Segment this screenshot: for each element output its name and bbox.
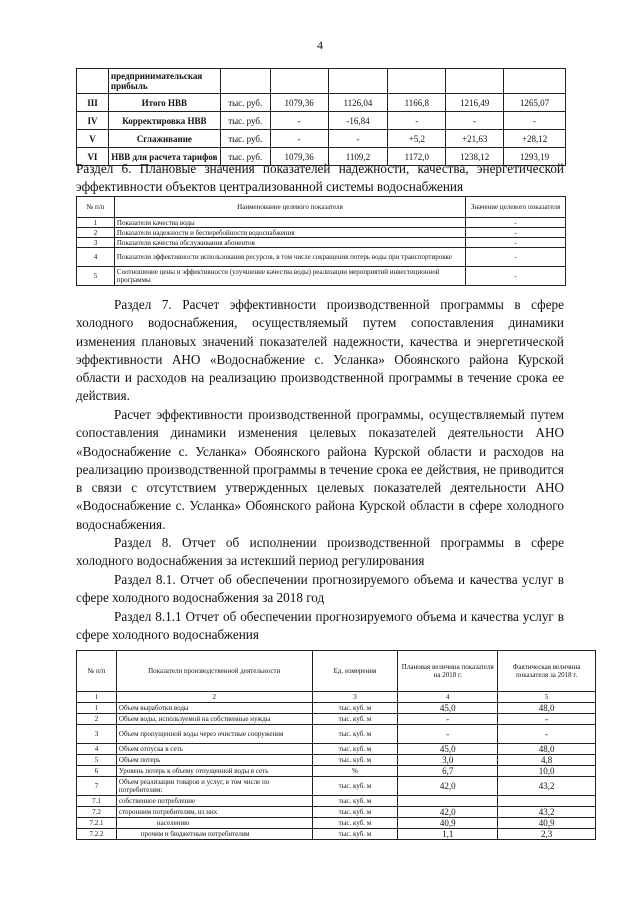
plan-value: 6,7 xyxy=(398,766,498,777)
cell-v5: - xyxy=(504,112,566,130)
header-cell: Значение целевого показателя xyxy=(466,197,566,218)
indicator-name: Показатели надежности и бесперебойности водоснабжения xyxy=(114,228,465,238)
table-row xyxy=(77,777,596,796)
unit-cell: тыс. куб. м xyxy=(312,777,398,796)
row-number: 5 xyxy=(77,267,115,286)
fact-value: 40,9 xyxy=(498,818,596,829)
indicator-name: прочим и бюджетным потребителям xyxy=(116,829,312,840)
row-number: 1 xyxy=(77,703,117,714)
unit-cell: тыс. куб. м xyxy=(312,703,398,714)
indicator-name: Уровень потерь к объему отпущенной воды в сеть xyxy=(116,766,312,777)
indicator-name: Объем отпуска в сеть xyxy=(116,744,312,755)
row-name: Сглаживание xyxy=(108,130,220,148)
cell-v2: 1126,04 xyxy=(328,94,388,112)
header-cell: Фактическая величина показателя за 2018 г. xyxy=(498,651,596,692)
cell-v4: - xyxy=(446,112,504,130)
row-name: предпринимательская прибыль xyxy=(108,69,220,94)
row-name: Итого НВВ xyxy=(108,94,220,112)
cell-v2: -16,84 xyxy=(328,112,388,130)
table-row xyxy=(77,766,596,777)
table-row xyxy=(77,248,566,267)
plan-value: - xyxy=(398,725,498,744)
row-number: 7.2 xyxy=(77,807,117,818)
page-number: 4 xyxy=(317,38,323,52)
indicator-name: Объем пропущенной воды через очистные сооружения xyxy=(116,725,312,744)
indicator-name: Объем реализации товаров и услуг, в том числе по потребителям: xyxy=(116,777,312,796)
cell-v1: 1079,36 xyxy=(270,94,328,112)
header-cell: Плановая величина показателя на 2018 г. xyxy=(398,651,498,692)
unit-cell: тыс. куб. м xyxy=(312,807,398,818)
indicator-name: Показатели качества обслуживания абонентов xyxy=(114,238,465,248)
cell-v5: +28,12 xyxy=(504,130,566,148)
fact-value: - xyxy=(498,714,596,725)
section8-1-heading: Раздел 8.1. Отчет об обеспечении прогнозируемого объема и качества услуг в сфере холодного водоснабжения за 2018 год xyxy=(76,572,564,606)
unit-cell: тыс. куб. м xyxy=(312,725,398,744)
table-row xyxy=(77,829,596,840)
row-number: 2 xyxy=(77,228,115,238)
plan-value xyxy=(398,796,498,807)
header-cell: № п/п xyxy=(77,651,117,692)
row-number: 4 xyxy=(77,744,117,755)
table-row xyxy=(77,703,596,714)
row-number: VI xyxy=(77,148,109,166)
table-row xyxy=(77,130,566,148)
row-number xyxy=(77,69,109,94)
plan-value: 45,0 xyxy=(398,744,498,755)
table-row xyxy=(77,796,596,807)
indicator-name: Объем выработки воды xyxy=(116,703,312,714)
cell-v3: 1166,8 xyxy=(388,94,446,112)
unit-cell: тыс. куб. м xyxy=(312,744,398,755)
indicator-name: Соотношение цены и эффективности (улучшение качества воды) реализации мероприятий инвестиционной программы xyxy=(114,267,465,286)
report-table xyxy=(76,650,596,840)
unit-cell: тыс. куб. м xyxy=(312,714,398,725)
row-number: 5 xyxy=(77,755,117,766)
section6-heading: Раздел 6. Плановые значения показателей надежности, качества, энергетической эффективности объектов централизованной системы водоснабжения xyxy=(76,161,564,195)
row-number: 6 xyxy=(77,766,117,777)
row-number: 3 xyxy=(77,238,115,248)
row-number: 4 xyxy=(77,248,115,267)
table-row xyxy=(77,69,566,94)
cell-unit: тыс. руб. xyxy=(220,148,270,166)
indicator-value: - xyxy=(466,218,566,228)
row-number: 3 xyxy=(77,725,117,744)
unit-cell: тыс. куб. м xyxy=(312,796,398,807)
table-row xyxy=(77,818,596,829)
cell-v4 xyxy=(446,69,504,94)
cell-v2: 1109,2 xyxy=(328,148,388,166)
fact-value: 4,8 xyxy=(498,755,596,766)
indicator-name: Показатели качества воды xyxy=(114,218,465,228)
cell-v3 xyxy=(388,69,446,94)
indicator-name: населению xyxy=(116,818,312,829)
unit-cell: тыс. куб. м xyxy=(312,755,398,766)
table-row xyxy=(77,714,596,725)
row-number: 7.2.1 xyxy=(77,818,117,829)
table-row xyxy=(77,238,566,248)
table-row xyxy=(77,218,566,228)
cell-unit: тыс. руб. xyxy=(220,112,270,130)
indicator-value: - xyxy=(466,228,566,238)
section7-paragraph-1: Раздел 7. Расчет эффективности производственной программы в сфере холодного водоснабжения, осуществляемый путем сопоставления динамики изменения плановых значений показателей надежности, качества и энергетической эффективности АНО «Водоснабжение с. Усланка» Обоянского района Курской области и расходов на реализацию производственной программы в течение срока ее действия. xyxy=(76,297,564,404)
cell-v4: 1238,12 xyxy=(446,148,504,166)
plan-value: 45,0 xyxy=(398,703,498,714)
cell-v1: - xyxy=(270,112,328,130)
section7-paragraph-2: Расчет эффективности производственной программы, осуществляемый путем сопоставления динамики изменения целевых показателей деятельности АНО «Водоснабжение с. Усланка» Обоянского района Курской области и расходов на реализацию производственной программы в течение срока ее действия, не приводится в связи с отсутствием утвержденных целевых показателей деятельности АНО «Водоснабжение с. Усланка» Обоянского района Курской области в сфере холодного водоснабжения. xyxy=(76,407,564,532)
fact-value: 48,0 xyxy=(498,744,596,755)
indicator-name: Показатели эффективности использования ресурсов, в том числе сокращения потерь воды при транспортировке xyxy=(114,248,465,267)
header-cell: Ед. измерения xyxy=(312,651,398,692)
cell-v1: 1079,36 xyxy=(270,148,328,166)
table-row xyxy=(77,112,566,130)
plan-value: 3,0 xyxy=(398,755,498,766)
target-indicators-table xyxy=(76,196,566,286)
table-row xyxy=(77,725,596,744)
header-cell: № п/п xyxy=(77,197,115,218)
cell-unit xyxy=(220,69,270,94)
fact-value: 2,3 xyxy=(498,829,596,840)
cell-unit: тыс. руб. xyxy=(220,130,270,148)
cell-v5 xyxy=(504,69,566,94)
cell-v3: - xyxy=(388,112,446,130)
plan-value: 42,0 xyxy=(398,777,498,796)
header-cell: Наименование целевого показателя xyxy=(114,197,465,218)
cell-v3: 1172,0 xyxy=(388,148,446,166)
row-name: НВВ для расчета тарифов xyxy=(108,148,220,166)
indicator-value: - xyxy=(466,238,566,248)
fact-value: 48,0 xyxy=(498,703,596,714)
cell-v3: +5,2 xyxy=(388,130,446,148)
table-row xyxy=(77,755,596,766)
table-row xyxy=(77,228,566,238)
cell-unit: тыс. руб. xyxy=(220,94,270,112)
index-cell: 2 xyxy=(116,692,312,703)
cell-v4: 1216,49 xyxy=(446,94,504,112)
indicator-name: Объем потерь xyxy=(116,755,312,766)
row-number: III xyxy=(77,94,109,112)
table-row xyxy=(77,807,596,818)
plan-value: 42,0 xyxy=(398,807,498,818)
cell-v1: - xyxy=(270,130,328,148)
row-number: IV xyxy=(77,112,109,130)
cell-v5: 1293,19 xyxy=(504,148,566,166)
fact-value: 10,0 xyxy=(498,766,596,777)
table-row xyxy=(77,94,566,112)
index-cell: 5 xyxy=(498,692,596,703)
plan-value: 40,9 xyxy=(398,818,498,829)
row-number: 1 xyxy=(77,218,115,228)
row-name: Корректировка НВВ xyxy=(108,112,220,130)
cell-v2 xyxy=(328,69,388,94)
fact-value: - xyxy=(498,725,596,744)
table-row xyxy=(77,744,596,755)
row-number: 2 xyxy=(77,714,117,725)
indicator-name: собственное потребление xyxy=(116,796,312,807)
row-number: 7 xyxy=(77,777,117,796)
index-cell: 3 xyxy=(312,692,398,703)
unit-cell: тыс. куб. м xyxy=(312,829,398,840)
fact-value: 43,2 xyxy=(498,777,596,796)
cell-v4: +21,63 xyxy=(446,130,504,148)
plan-value: 1,1 xyxy=(398,829,498,840)
row-number: V xyxy=(77,130,109,148)
indicator-value: - xyxy=(466,267,566,286)
indicator-name: Объем воды, используемой на собственные нужды xyxy=(116,714,312,725)
nvv-table xyxy=(76,68,566,166)
unit-cell: тыс. куб. м xyxy=(312,818,398,829)
row-number: 7.1 xyxy=(77,796,117,807)
index-cell: 1 xyxy=(77,692,117,703)
unit-cell: % xyxy=(312,766,398,777)
index-cell: 4 xyxy=(398,692,498,703)
indicator-name: сторонним потребителям, из них xyxy=(116,807,312,818)
cell-v2: - xyxy=(328,130,388,148)
cell-v5: 1265,07 xyxy=(504,94,566,112)
plan-value: - xyxy=(398,714,498,725)
fact-value: 43,2 xyxy=(498,807,596,818)
section8-heading: Раздел 8. Отчет об исполнении производственной программы в сфере холодного водоснабжения за истекший период регулирования xyxy=(76,535,564,569)
section8-1-1-heading: Раздел 8.1.1 Отчет об обеспечении прогнозируемого объема и качества услуг в сфере холодного водоснабжения xyxy=(76,609,564,643)
row-number: 7.2.2 xyxy=(77,829,117,840)
header-cell: Показатели производственной деятельности xyxy=(116,651,312,692)
fact-value xyxy=(498,796,596,807)
indicator-value: - xyxy=(466,248,566,267)
cell-v1 xyxy=(270,69,328,94)
table-row xyxy=(77,267,566,286)
